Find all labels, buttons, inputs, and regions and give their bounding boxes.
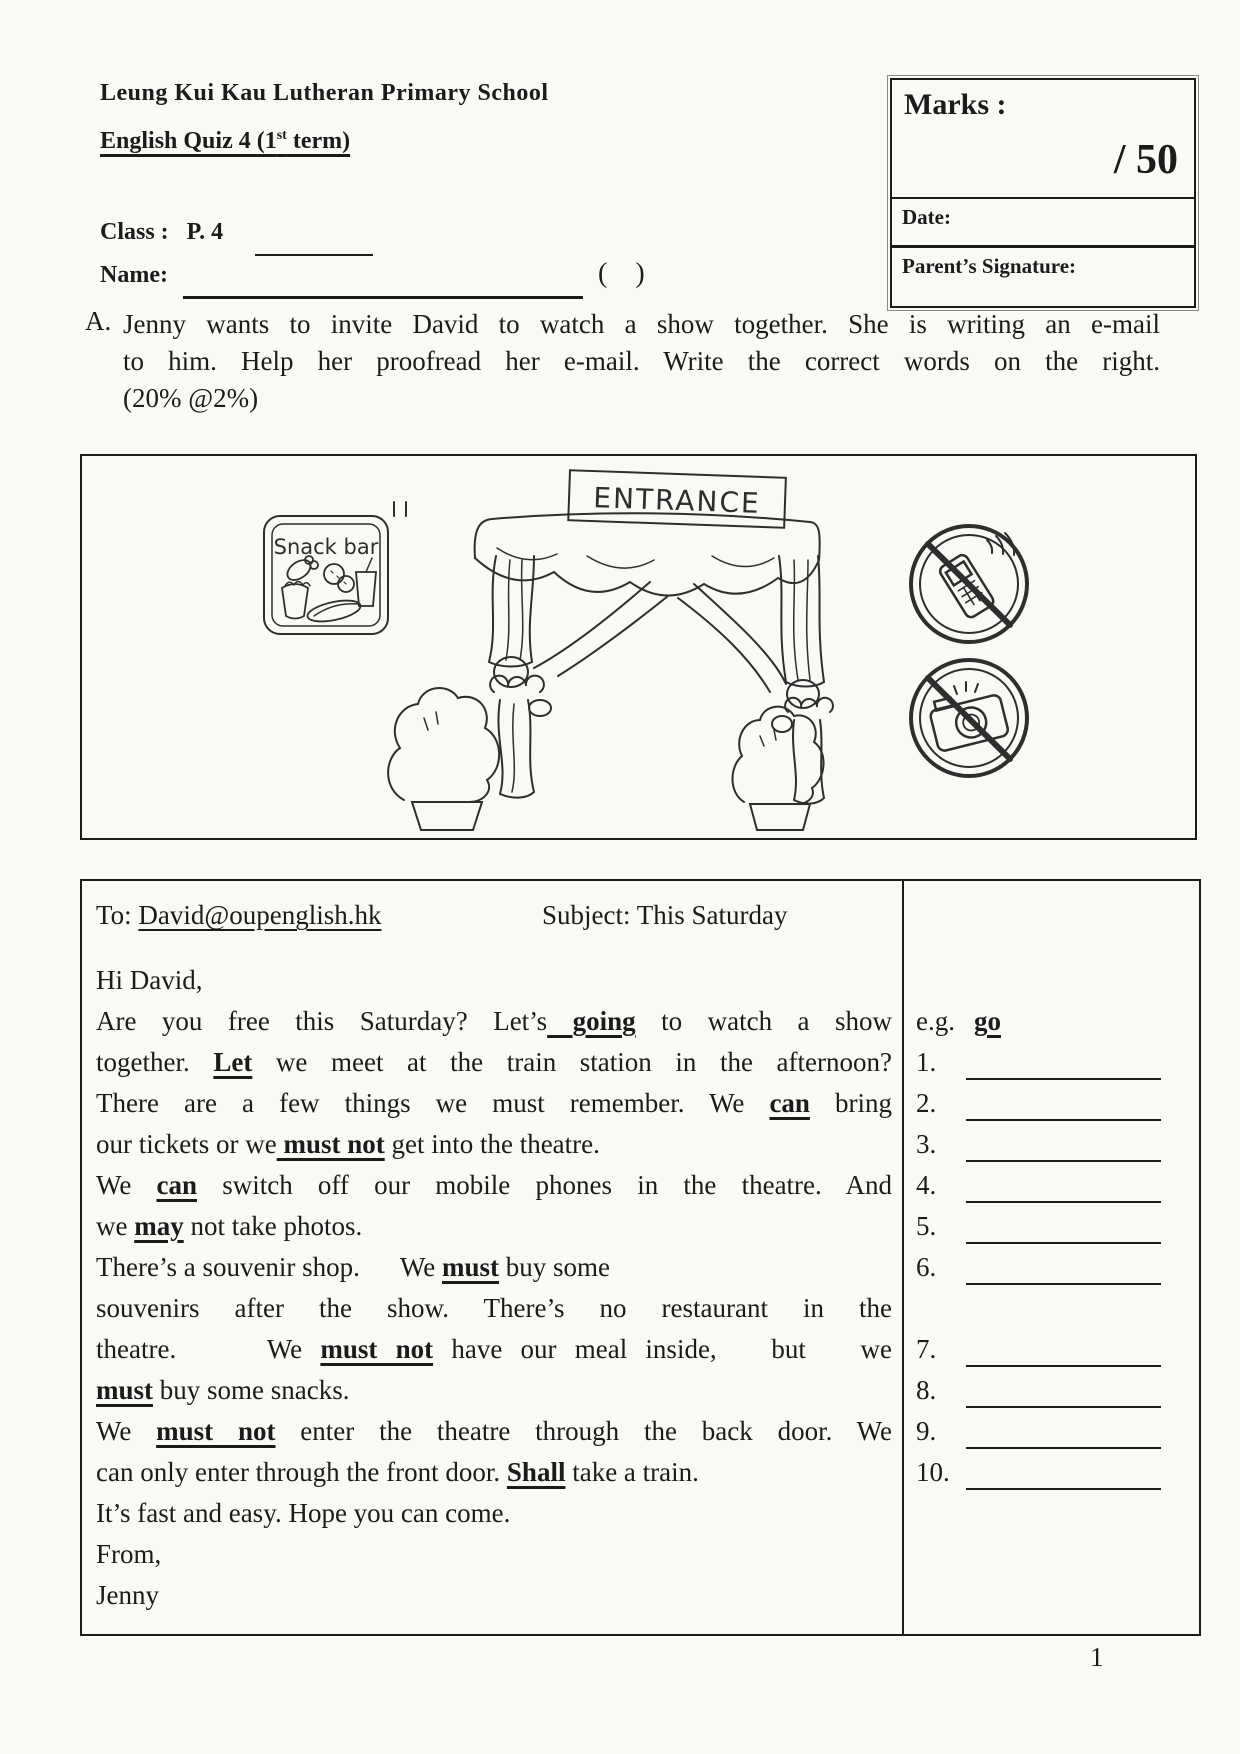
email-line [96,1329,892,1370]
email-text: Jenny [96,1580,159,1610]
answer-blank[interactable] [966,1171,1161,1203]
class-label: Class : P. 4 [100,219,224,245]
instruction-line: Jenny wants to invite David to watch a show together. She is writing an e-mail [123,309,1160,339]
date-label: Date: [902,205,951,229]
wrong-word-underlined: must [96,1375,154,1405]
email-text: can only enter through the front door. [96,1457,507,1487]
email-line [96,1288,892,1329]
email-text: We [96,1170,157,1200]
answer-row [904,1247,1199,1288]
email-line [96,960,892,1001]
bush-right [733,707,824,830]
wrong-word-underlined: must [442,1252,500,1282]
email-line [96,1575,892,1616]
answer-row [904,1124,1199,1165]
email-line [96,1083,892,1124]
email-text: take a train. [565,1457,699,1487]
email-text: switch off our mobile phones in the theatre. And [197,1170,892,1200]
marks-row [892,80,1194,199]
wrong-word-underlined: Let [213,1047,253,1077]
answer-number: 9. [916,1416,937,1446]
snack-bar-sign [264,502,406,634]
answer-blank[interactable] [966,1417,1161,1449]
section-a-instructions [85,306,1160,417]
email-text: souvenirs after the show. There’s no restaurant in the [96,1293,892,1323]
entrance-sign [568,470,786,528]
answer-number: 1. [916,1047,937,1077]
quiz-title [100,128,350,155]
email-text: Hi David, [96,965,203,995]
email-line [96,1534,892,1575]
email-text: to watch a show [635,1006,892,1036]
answer-row [904,1452,1199,1493]
email-text: We [96,1416,157,1446]
email-text: There are a few things we must remember. We [96,1088,770,1118]
answer-number: 10. [916,1457,950,1487]
bush-left [388,688,499,830]
email-text: buy some [499,1252,611,1282]
email-body [96,960,892,1616]
answer-row [904,1206,1199,1247]
answer-number: e.g. [916,1006,955,1036]
email-line [96,1042,892,1083]
answer-blank[interactable] [966,1130,1161,1162]
email-line [96,1206,892,1247]
answer-row [904,1165,1199,1206]
answer-blank[interactable] [966,1458,1161,1490]
parent-signature-label: Parent’s Signature: [902,254,1077,278]
email-line [96,1370,892,1411]
signature-row [892,248,1194,306]
email-subject: Subject: This Saturday [542,900,788,930]
marks-total: / 50 [1113,137,1178,183]
email-text: enter the theatre through the back door. We [275,1416,892,1446]
theatre-curtains [475,513,833,803]
marks-box [890,78,1196,308]
answer-number: 6. [916,1252,937,1282]
email-to-line [96,895,381,935]
theatre-illustration-box [80,454,1197,840]
entrance-sign-text: ENTRANCE [592,481,762,520]
answer-row [904,1042,1199,1083]
wrong-word-underlined: must not [320,1334,434,1364]
marks-label: Marks : [904,88,1007,121]
no-camera-icon [911,660,1027,776]
email-line [96,1124,892,1165]
email-text: our tickets or we [96,1129,277,1159]
wrong-word-underlined: must not [156,1416,276,1446]
answer-row [904,1001,1199,1042]
page-number: 1 [1090,1642,1104,1672]
wrong-word-underlined: can [769,1088,810,1118]
school-name: Leung Kui Kau Lutheran Primary School [100,80,549,106]
email-text: we meet at the train station in the afternoon? [252,1047,892,1077]
answer-number: 4. [916,1170,937,1200]
answer-number: 7. [916,1334,937,1364]
email-text: There’s a souvenir shop. We [96,1252,443,1282]
email-line [96,1493,892,1534]
instruction-line: to him. Help her proofread her e-mail. Write the correct words on the right. [123,346,1160,376]
email-line [96,1165,892,1206]
email-text: Are you free this Saturday? Let’s [96,1006,548,1036]
answer-number: 3. [916,1129,937,1159]
answer-number: 8. [916,1375,937,1405]
snack-food-doodles [282,556,376,625]
email-text: we [96,1211,135,1241]
email-to-address: David@oupenglish.hk [138,900,382,930]
email-text: buy some snacks. [153,1375,350,1405]
answer-blank[interactable] [966,1089,1161,1121]
answer-row [904,1411,1199,1452]
instruction-line: (20% @2%) [123,383,259,413]
email-text: bring [809,1088,892,1118]
example-answer: go [974,1006,1001,1036]
email-line [96,1411,892,1452]
section-a-label: A. [85,306,112,336]
email-text: It’s fast and easy. Hope you can come. [96,1498,511,1528]
answer-blank[interactable] [966,1376,1161,1408]
email-to-label: To: [96,900,139,930]
quiz-title-pre: English Quiz 4 (1 [100,128,277,154]
answer-blank[interactable] [966,1335,1161,1367]
wrong-word-underlined: going [547,1006,636,1036]
email-line [96,1247,892,1288]
wrong-word-underlined: can [156,1170,198,1200]
class-blank-field[interactable] [255,224,373,256]
email-line [96,1001,892,1042]
email-proofreading-box [80,879,1201,1636]
email-text: have our meal inside, but we [433,1334,892,1364]
wrong-word-underlined: Shall [506,1457,566,1487]
answer-row [904,1370,1199,1411]
quiz-title-sup: st [276,128,287,143]
email-line [96,1452,892,1493]
wrong-word-underlined: may [134,1211,184,1241]
answer-column [904,881,1199,1634]
answer-row [904,1083,1199,1124]
name-blank-field[interactable] [183,266,583,299]
no-phone-icon [911,526,1027,642]
snack-bar-sign-text: Snack bar [273,535,379,559]
answer-number: 2. [916,1088,937,1118]
email-text: together. [96,1047,214,1077]
email-text: From, [96,1539,162,1569]
date-row [892,199,1194,248]
name-label: Name: [100,262,168,288]
answer-row [904,1329,1199,1370]
wrong-word-underlined: must not [276,1129,385,1159]
email-text: theatre. We [96,1334,321,1364]
class-number-paren: ( ) [598,258,645,289]
answer-number: 5. [916,1211,937,1241]
answer-blank[interactable] [966,1253,1161,1285]
answer-blank[interactable] [966,1048,1161,1080]
answer-blank[interactable] [966,1212,1161,1244]
email-text: not take photos. [183,1211,363,1241]
quiz-title-post: term) [286,128,351,154]
email-text: get into the theatre. [384,1129,600,1159]
